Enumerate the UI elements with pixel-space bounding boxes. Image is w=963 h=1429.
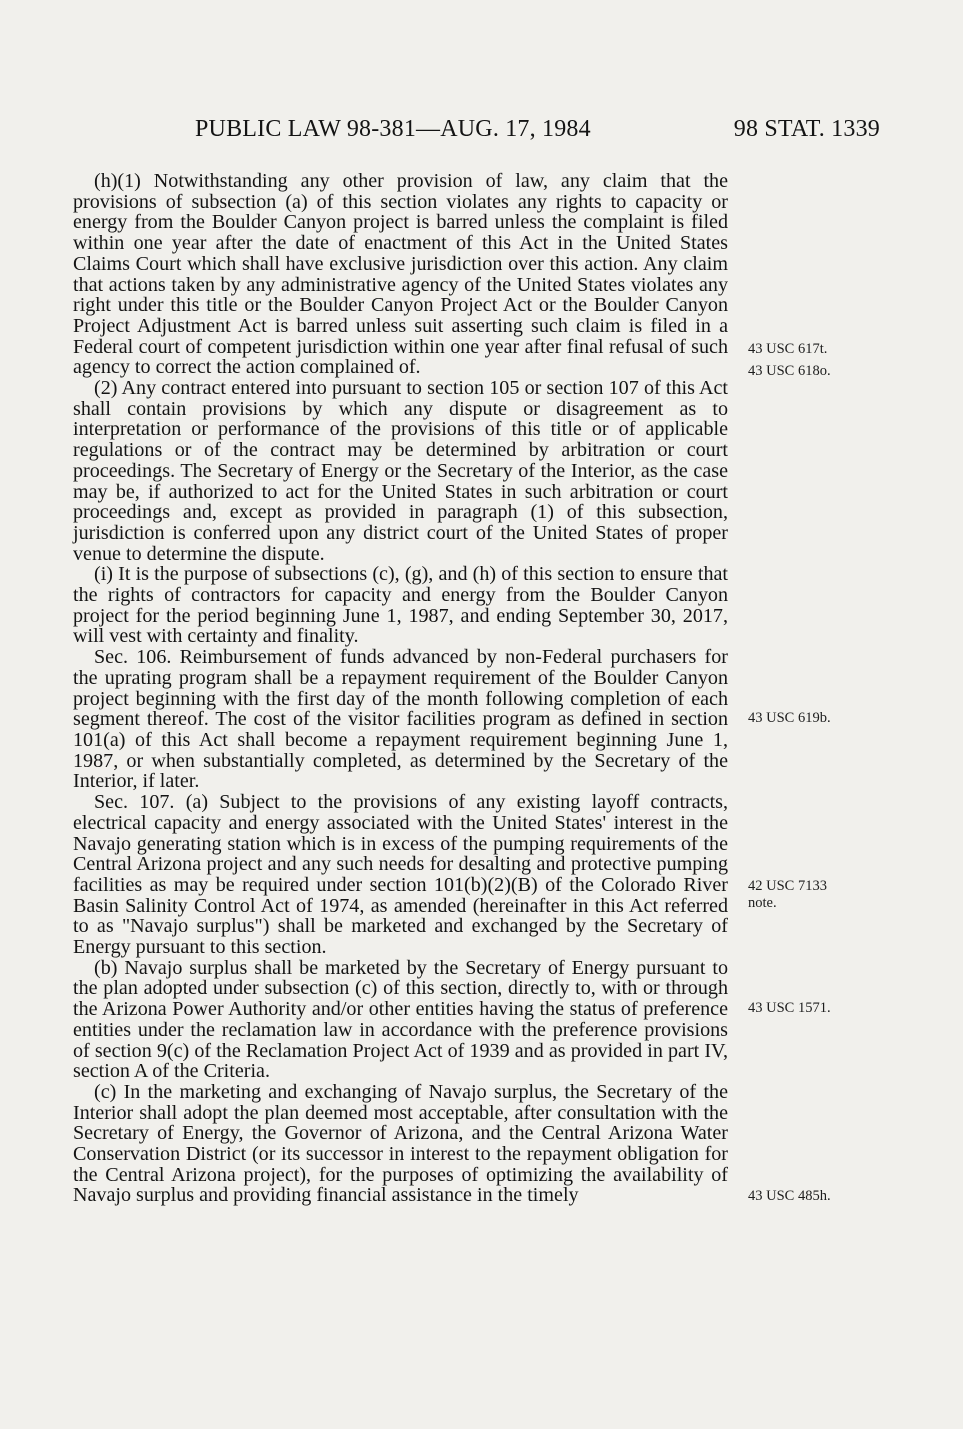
paragraph-h2: (2) Any contract entered into pursuant to section 105 or section 107 of this Act shall contain provisions by which any dispute or disagreement as to interpretation or performance of the provisions of this title or of applicable regulations or of the contract may be determined by arbitration or court proceedings. The Secretary of Energy or the Secretary of the Interior, as the case may be, if authorized to act for the United States in such arbitration or court proceedings and, except as provided in paragraph (1) of this subsection, jurisdiction is conferred upon any district court of the United States of proper venue to determine the dispute.: [73, 377, 728, 565]
statute-page-number: 98 STAT. 1339: [733, 116, 880, 142]
paragraph-h1: (h)(1) Notwithstanding any other provision of law, any claim that the provisions of subsection (a) of this section violates any rights to capacity or energy from the Boulder Canyon project is barred unless the complaint is filed within one year after the date of enactment of this Act in the United States Claims Court which shall have exclusive jurisdiction over this action. Any claim that actions taken by any administrative agency of the United States violates any right under this title or the Boulder Canyon Project Act or the Boulder Canyon Project Adjustment Act is barred unless suit asserting such claim is filed in a Federal court of competent jurisdiction within one year after final refusal of such agency to correct the action complained of.: [73, 170, 728, 379]
margin-note-43-usc-485h: 43 USC 485h.: [748, 1188, 831, 1204]
margin-note-43-usc-619b: 43 USC 619b.: [748, 710, 831, 726]
margin-note-42-usc-7133: 42 USC 7133 note.: [748, 878, 827, 911]
body-text: [73, 171, 728, 1206]
section-107-a: Sec. 107. (a) Subject to the provisions of any existing layoff contracts, electrical capacity and energy associated with the United States' interest in the Navajo generating station which is in excess of the pumping requirements of the Central Arizona project and any such needs for desalting and protective pumping facilities as may be required under section 101(b)(2)(B) of the Colorado River Basin Salinity Control Act of 1974, as amended (hereinafter in this Act referred to as "Navajo surplus") shall be marketed and exchanged by the Secretary of Energy pursuant to this section.: [73, 791, 728, 959]
page-header: [195, 116, 880, 152]
margin-note-43-usc-617t: 43 USC 617t.: [748, 341, 828, 357]
section-107-b: (b) Navajo surplus shall be marketed by the Secretary of Energy pursuant to the plan adopted under subsection (c) of this section, directly to, with or through the Arizona Power Authority and/or other entities having the status of preference entities under the reclamation law in accordance with the preference provisions of section 9(c) of the Reclamation Project Act of 1939 and as provided in part IV, section A of the Criteria.: [73, 956, 728, 1083]
margin-note-43-usc-618o: 43 USC 618o.: [748, 363, 831, 379]
paragraph-i: (i) It is the purpose of subsections (c), (g), and (h) of this section to ensure that the rights of contractors for capacity and energy from the Boulder Canyon project for the period beginning June 1, 1987, and ending September 30, 2017, will vest with certainty and finality.: [73, 563, 728, 648]
public-law-title: PUBLIC LAW 98-381—AUG. 17, 1984: [195, 116, 591, 142]
margin-note-43-usc-1571: 43 USC 1571.: [748, 1000, 831, 1016]
section-107-c: (c) In the marketing and exchanging of Navajo surplus, the Secretary of the Interior shall adopt the plan deemed most acceptable, after consultation with the Secretary of Energy, the Governor of Arizona, and the Central Arizona Water Conservation District (or its successor in interest to the repayment obligation for the Central Arizona project), for the purposes of optimizing the availability of Navajo surplus and providing financial assistance in the timely: [73, 1080, 728, 1207]
section-106: Sec. 106. Reimbursement of funds advanced by non-Federal purchasers for the uprating program shall be a repayment requirement of the Boulder Canyon project beginning with the first day of the month following completion of each segment thereof. The cost of the visitor facilities program as defined in section 101(a) of this Act shall become a repayment requirement beginning June 1, 1987, or when substantially completed, as determined by the Secretary of the Interior, if later.: [73, 646, 728, 793]
